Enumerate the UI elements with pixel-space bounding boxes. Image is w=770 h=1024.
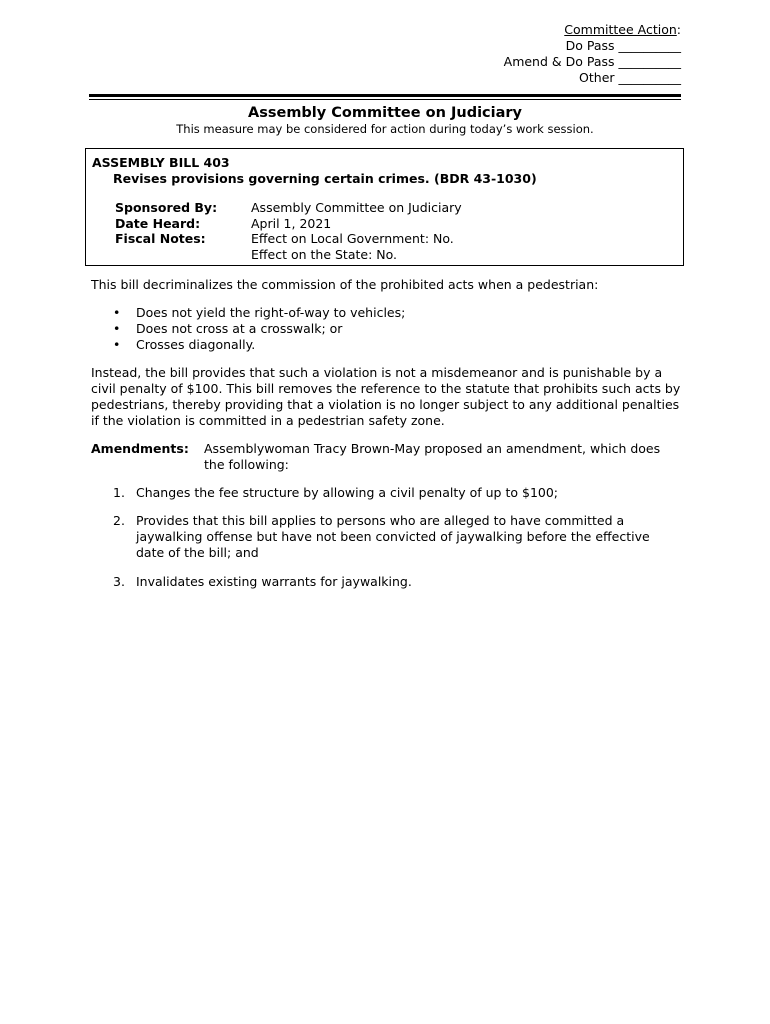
meta-label: Fiscal Notes: [115,231,206,246]
bullet-marker: • [113,321,121,336]
bullet-text: Crosses diagonally. [136,337,256,352]
meta-value: Effect on the State: No. [251,246,398,262]
bill-info-box [85,148,684,266]
header-rule-thick [89,94,681,97]
amendments-text: Assemblywoman Tracy Brown-May proposed an amendment, which does the following: [204,441,661,472]
bullet-marker: • [113,305,121,320]
amend-do-pass-line: Amend & Do Pass __________ [503,54,681,69]
bullet-marker: • [113,337,121,352]
item-text: Provides that this bill applies to persons who are alleged to have committed a jaywalking offense but have not been convicted of jaywalking before the effective date of the bill; and [136,513,650,560]
other-line: Other __________ [579,70,681,85]
bill-number: ASSEMBLY BILL 403 [92,155,230,170]
header-rule-thin [89,99,681,100]
committee-action-heading-colon: : [676,22,681,37]
do-pass-line: Do Pass __________ [565,38,681,53]
explanation-paragraph: Instead, the bill provides that such a violation is not a misdemeanor and is punishable by a civil penalty of $100. This bill removes the reference to the statute that prohibits such acts by pedestrians, thereby providing that a violation is no longer subject to any additional penalties if the violation is committed in a pedestrian safety zone. [91,365,681,428]
item-number: 1. [113,485,125,500]
committee-subtitle: This measure may be considered for action during today’s work session. [176,122,594,136]
bullet-text: Does not yield the right-of-way to vehicles; [136,305,406,320]
list-item [91,305,681,321]
bullet-list [91,305,681,353]
item-number: 3. [113,574,125,589]
list-item [91,321,681,337]
item-text: Invalidates existing warrants for jaywalking. [136,574,412,589]
committee-action-heading-text: Committee Action [564,22,677,37]
meta-value: April 1, 2021 [251,215,332,231]
meta-value: Assembly Committee on Judiciary [251,200,462,215]
item-number: 2. [113,513,125,528]
meta-label: Sponsored By: [115,200,218,215]
amendments-label: Amendments: [91,441,189,456]
committee-title: Assembly Committee on Judiciary [248,105,522,121]
meta-label: Date Heard: [115,215,201,231]
bill-summary: Revises provisions governing certain crimes. (BDR 43-1030) [113,171,537,186]
intro-paragraph: This bill decriminalizes the commission of the prohibited acts when a pedestrian: [91,277,599,292]
item-text: Changes the fee structure by allowing a civil penalty of up to $100; [136,485,559,500]
meta-value: Effect on Local Government: No. [251,231,454,246]
committee-action-heading [504,22,681,38]
list-item [91,337,681,353]
committee-action-block [504,22,681,86]
bullet-text: Does not cross at a crosswalk; or [136,321,343,336]
